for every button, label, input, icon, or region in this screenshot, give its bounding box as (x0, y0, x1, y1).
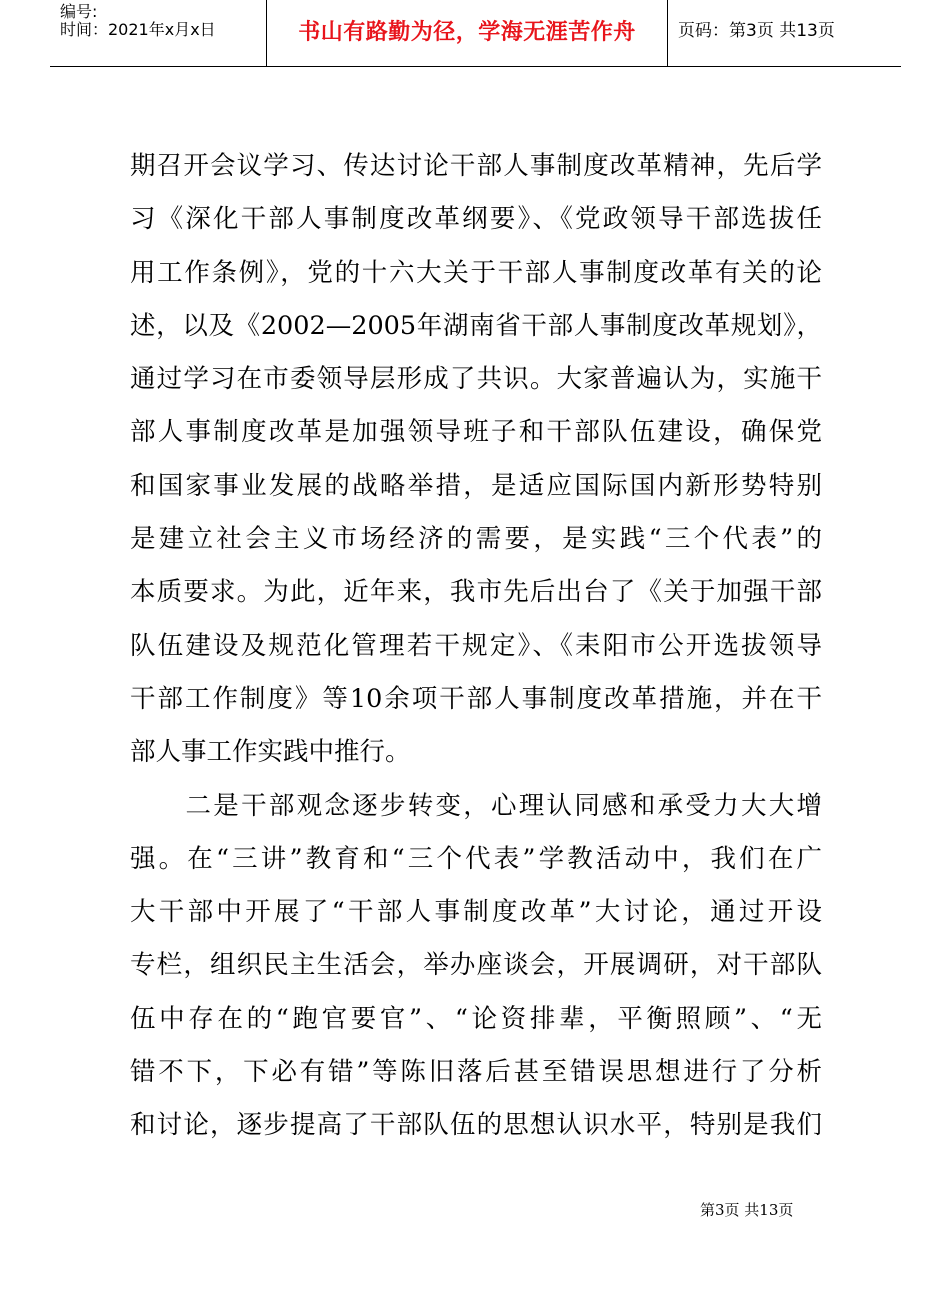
body-line: 队伍建设及规范化管理若干规定》、《耒阳市公开选拔领导 (130, 630, 822, 661)
header-divider-right (667, 0, 668, 66)
body-line: 部人事制度改革是加强领导班子和干部队伍建设，确保党 (130, 417, 822, 448)
body-line: 习《深化干部人事制度改革纲要》、《党政领导干部选拔任 (130, 204, 822, 235)
serial-number-label: 编号: (60, 2, 98, 21)
body-line: 干部工作制度》等10余项干部人事制度改革措施，并在干 (130, 683, 822, 714)
body-line: 用工作条例》，党的十六大关于干部人事制度改革有关的论 (130, 257, 822, 288)
body-line: 和讨论，逐步提高了干部队伍的思想认识水平，特别是我们 (130, 1110, 822, 1141)
document-body (130, 140, 822, 1153)
body-line: 部人事工作实践中推行。 (130, 737, 411, 768)
body-line: 是建立社会主义市场经济的需要，是实践“三个代表”的 (130, 524, 822, 555)
body-line: 通过学习在市委领导层形成了共识。大家普遍认为，实施干 (130, 364, 822, 395)
body-line: 专栏，组织民主生活会，举办座谈会，开展调研，对干部队 (130, 950, 822, 981)
date-label: 时间：2021年x月x日 (60, 20, 216, 39)
body-line: 强。在“三讲”教育和“三个代表”学教活动中，我们在广 (130, 843, 822, 874)
body-line: 述，以及《2002—2005年湖南省干部人事制度改革规划》， (130, 310, 822, 341)
header-page-number: 页码：第3页 共13页 (678, 21, 835, 41)
body-line: 本质要求。为此，近年来，我市先后出台了《关于加强干部 (130, 577, 822, 608)
header-meta (60, 0, 265, 66)
header-motto: 书山有路勤为径，学海无涯苦作舟 (298, 20, 636, 45)
body-line: 错不下，下必有错”等陈旧落后甚至错误思想进行了分析 (130, 1057, 822, 1088)
page-footer-number: 第3页 共13页 (700, 1201, 794, 1219)
body-line: 期召开会议学习、传达讨论干部人事制度改革精神，先后学 (130, 151, 822, 181)
body-line: 和国家事业发展的战略举措，是适应国际国内新形势特别 (130, 470, 822, 501)
body-line: 大干部中开展了“干部人事制度改革”大讨论，通过开设 (130, 897, 822, 928)
body-line: 二是干部观念逐步转变，心理认同感和承受力大大增 (130, 790, 822, 821)
page-header (50, 0, 901, 67)
body-line: 伍中存在的“跑官要官”、“论资排辈，平衡照顾”、“无 (130, 1003, 822, 1034)
